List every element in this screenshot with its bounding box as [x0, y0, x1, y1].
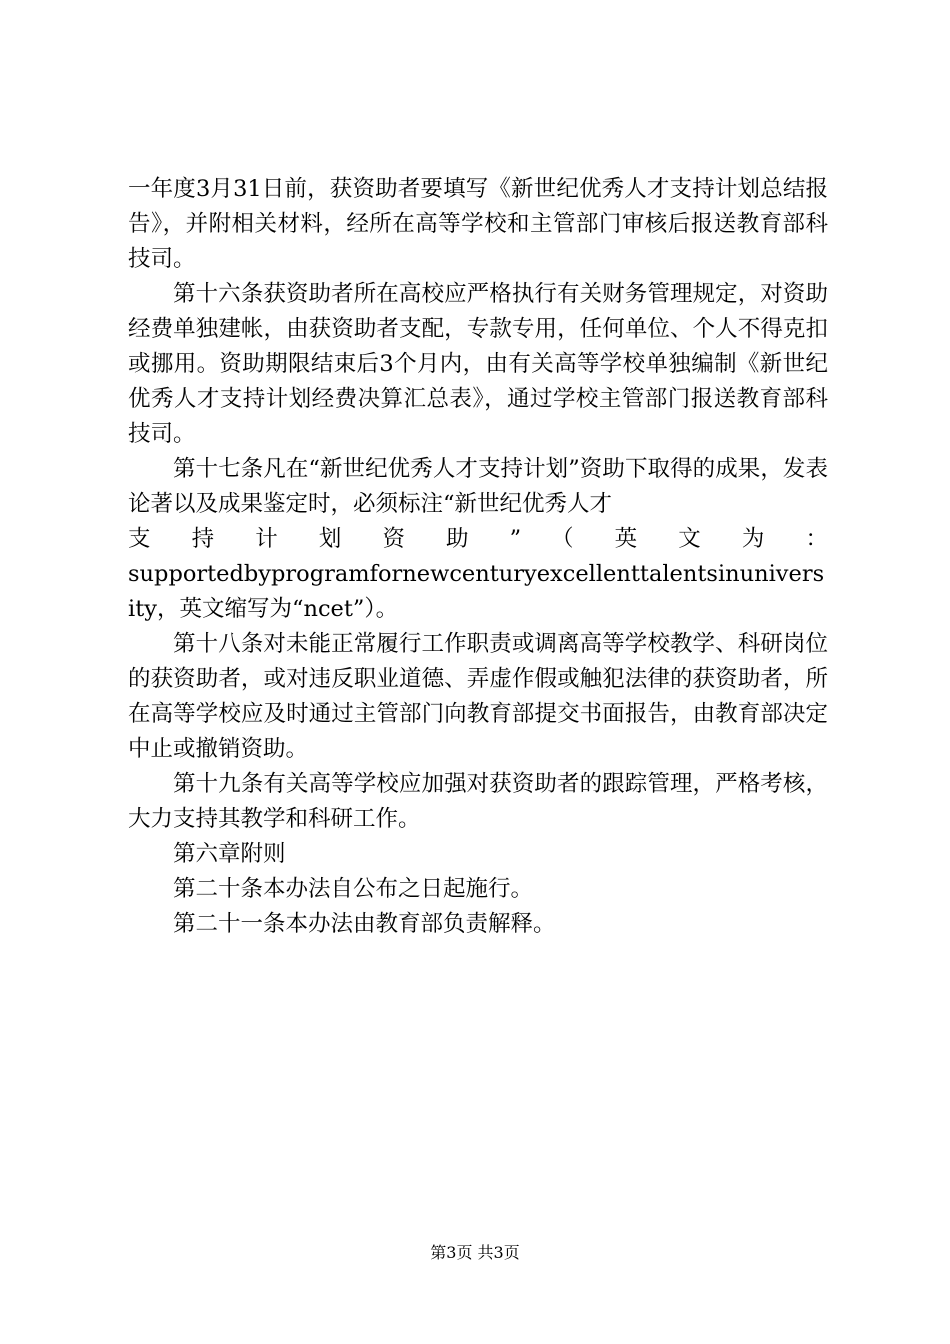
- page-number-label: 第3页 共3页: [430, 1243, 520, 1262]
- paragraph-article-17-part-2: 支持计划资助”（英文为：: [128, 526, 828, 552]
- paragraph-article-18: 第十八条对未能正常履行工作职责或调离高等学校教学、科研岗位的获资助者，或对违反职业道德、弄虚作假或触犯法律的获资助者，所在高等学校应及时通过主管部门向教育部提交书面报告，由教育部决定中止或撤销资助。: [128, 631, 828, 762]
- paragraph-article-20: 第二十条本办法自公布之日起施行。: [173, 876, 534, 902]
- paragraph-article-19: 第十九条有关高等学校应加强对获资助者的跟踪管理，严格考核，大力支持其教学和科研工作。: [128, 771, 828, 832]
- page-footer: [0, 1243, 950, 1263]
- document-body: [128, 172, 828, 942]
- paragraph-article-17-part-1: 第十七条凡在“新世纪优秀人才支持计划”资助下取得的成果，发表论著以及成果鉴定时，必须标注“新世纪优秀人才: [128, 456, 828, 517]
- paragraph-article-17-part-3: supportedbyprogramfornewcenturyexcellenttalentsinuniversity，英文缩写为“ncet”）。: [128, 561, 825, 622]
- chapter-heading-6: 第六章附则: [173, 841, 286, 867]
- paragraph-article-21: 第二十一条本办法由教育部负责解释。: [173, 911, 556, 937]
- paragraph-continuation: 一年度3月31日前，获资助者要填写《新世纪优秀人才支持计划总结报告》，并附相关材料，经所在高等学校和主管部门审核后报送教育部科技司。: [128, 176, 828, 272]
- paragraph-article-16: 第十六条获资助者所在高校应严格执行有关财务管理规定，对资助经费单独建帐，由获资助者支配，专款专用，任何单位、个人不得克扣或挪用。资助期限结束后3个月内，由有关高等学校单独编制《新世纪优秀人才支持计划经费决算汇总表》，通过学校主管部门报送教育部科技司。: [128, 281, 828, 447]
